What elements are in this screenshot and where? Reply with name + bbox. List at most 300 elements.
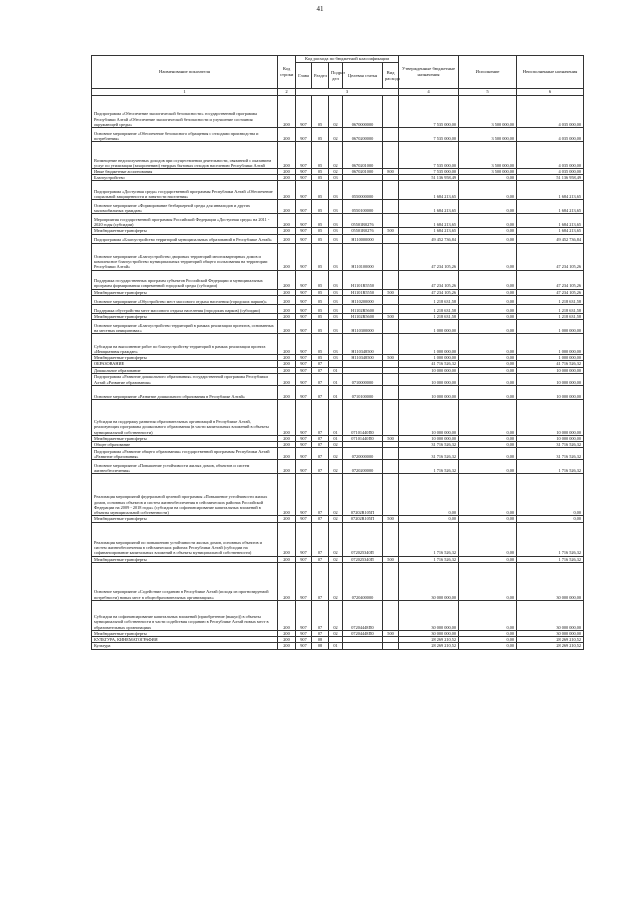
cell-executed: 0,00 <box>459 214 517 228</box>
cell-line-code: 200 <box>278 556 296 562</box>
header-executed: Исполнение <box>459 56 517 89</box>
cell-glava: 907 <box>296 385 312 399</box>
index-cell: 2 <box>278 89 296 96</box>
cell-target: H1101R5550 <box>343 289 383 295</box>
cell-name: Дошкольное образование <box>92 367 278 373</box>
cell-name: Основное мероприятие «Обеспечение безопасного обращения с отходами производства и потребления» <box>92 128 278 142</box>
cell-line-code: 200 <box>278 128 296 142</box>
cell-podrazdel: 03 <box>329 295 343 304</box>
cell-vid <box>383 334 399 355</box>
cell-vid <box>383 181 399 200</box>
cell-executed: 3 500 000,00 <box>459 128 517 142</box>
cell-executed: 0,00 <box>459 630 517 636</box>
cell-name: Межбюджетные трансферты <box>92 289 278 295</box>
cell-approved: 1 000 000,00 <box>399 320 459 334</box>
cell-name: Межбюджетные трансферты <box>92 435 278 441</box>
cell-target: H110000000 <box>343 234 383 243</box>
cell-target: 0720400000 <box>343 562 383 600</box>
cell-line-code: 200 <box>278 96 296 128</box>
cell-unexecuted: 4 035 000,00 <box>517 128 584 142</box>
table-row <box>92 295 584 304</box>
cell-unexecuted: 51 136 958,49 <box>517 175 584 181</box>
cell-target: 05501R0276 <box>343 228 383 234</box>
cell-executed: 0,00 <box>459 320 517 334</box>
cell-executed: 0,00 <box>459 234 517 243</box>
cell-vid <box>383 385 399 399</box>
cell-name: Основное мероприятие «Обустройство мест массового отдыха населения (городских парков)» <box>92 295 278 304</box>
cell-podrazdel: 03 <box>329 200 343 214</box>
cell-approved: 1 000 000,00 <box>399 334 459 355</box>
cell-unexecuted: 0,00 <box>517 474 584 516</box>
cell-unexecuted: 1 684 213,65 <box>517 181 584 200</box>
cell-executed: 3 500 000,00 <box>459 142 517 169</box>
header-approved: Утвержденные бюджетные назначения <box>399 56 459 89</box>
cell-executed: 0,00 <box>459 474 517 516</box>
cell-vid <box>383 320 399 334</box>
cell-executed: 0,00 <box>459 600 517 630</box>
cell-name: Подпрограмма «Развитие дошкольного образования» государственной программы Республики Алтай «Развитие образования» <box>92 373 278 385</box>
cell-line-code: 200 <box>278 175 296 181</box>
table-row <box>92 373 584 385</box>
cell-approved: 10 000 000,00 <box>399 373 459 385</box>
cell-executed: 0,00 <box>459 289 517 295</box>
cell-razdel: 05 <box>312 334 329 355</box>
cell-line-code: 200 <box>278 320 296 334</box>
cell-glava: 907 <box>296 96 312 128</box>
table-row <box>92 304 584 313</box>
cell-podrazdel: 02 <box>329 442 343 448</box>
header-podrazdel: Подраз дел <box>329 63 343 89</box>
cell-unexecuted: 30 000 000,00 <box>517 562 584 600</box>
cell-unexecuted: 0,00 <box>517 516 584 522</box>
cell-razdel: 07 <box>312 630 329 636</box>
cell-podrazdel: 03 <box>329 181 343 200</box>
cell-glava: 907 <box>296 169 312 175</box>
cell-podrazdel: 03 <box>329 289 343 295</box>
cell-razdel: 05 <box>312 355 329 361</box>
cell-razdel: 05 <box>312 289 329 295</box>
cell-name: Иные бюджетные ассигнования <box>92 169 278 175</box>
cell-vid: 500 <box>383 313 399 319</box>
cell-podrazdel: 03 <box>329 228 343 234</box>
cell-name: Реализация мероприятий федеральной целевой программы «Повышение устойчивости жилых домов, основных объектов и систем жизнеобеспечения в сейсмических районах Российской Федерации на 2009 - 2018 годы» (субсидии на софинансирование капитальных вложений в объекты муниципальной собственности) <box>92 474 278 516</box>
cell-unexecuted: 1 000 000,00 <box>517 334 584 355</box>
cell-unexecuted: 10 000 000,00 <box>517 385 584 399</box>
cell-unexecuted: 30 000 000,00 <box>517 600 584 630</box>
cell-line-code: 200 <box>278 295 296 304</box>
cell-glava: 907 <box>296 435 312 441</box>
cell-podrazdel: 02 <box>329 522 343 556</box>
cell-vid: 500 <box>383 630 399 636</box>
cell-unexecuted: 49 452 736,84 <box>517 234 584 243</box>
cell-unexecuted: 1 684 213,65 <box>517 214 584 228</box>
cell-glava: 907 <box>296 643 312 649</box>
cell-razdel: 07 <box>312 373 329 385</box>
cell-podrazdel: 03 <box>329 355 343 361</box>
cell-unexecuted: 4 035 000,00 <box>517 96 584 128</box>
cell-glava: 907 <box>296 355 312 361</box>
cell-approved: 0,00 <box>399 516 459 522</box>
cell-vid: 500 <box>383 516 399 522</box>
cell-executed: 3 500 000,00 <box>459 96 517 128</box>
cell-glava: 907 <box>296 600 312 630</box>
table-row <box>92 448 584 460</box>
cell-name: Межбюджетные трансферты <box>92 630 278 636</box>
cell-unexecuted: 4 035 000,00 <box>517 169 584 175</box>
cell-razdel: 07 <box>312 522 329 556</box>
cell-razdel: 05 <box>312 96 329 128</box>
cell-executed: 0,00 <box>459 637 517 643</box>
cell-unexecuted: 30 000 000,00 <box>517 630 584 636</box>
cell-target: H110348500 <box>343 334 383 355</box>
cell-target: 07202R105П <box>343 474 383 516</box>
cell-glava: 907 <box>296 289 312 295</box>
cell-unexecuted: 47 234 105,26 <box>517 243 584 270</box>
cell-approved: 28 269 210,52 <box>399 637 459 643</box>
cell-razdel: 05 <box>312 214 329 228</box>
cell-approved: 47 234 105,26 <box>399 270 459 289</box>
table-row <box>92 334 584 355</box>
cell-vid <box>383 295 399 304</box>
cell-approved: 1 716 526,32 <box>399 522 459 556</box>
cell-razdel: 05 <box>312 181 329 200</box>
cell-approved: 47 234 105,26 <box>399 243 459 270</box>
cell-razdel: 07 <box>312 442 329 448</box>
cell-vid <box>383 460 399 474</box>
cell-podrazdel: 02 <box>329 474 343 516</box>
cell-executed: 0,00 <box>459 460 517 474</box>
cell-glava: 907 <box>296 243 312 270</box>
cell-name: Подпрограмма «Доступная среда» государственной программы Республики Алтай «Обеспечение социальной защищенности и занятости населения» <box>92 181 278 200</box>
cell-line-code: 200 <box>278 200 296 214</box>
cell-target: 072025340П <box>343 556 383 562</box>
table-row <box>92 128 584 142</box>
cell-glava: 907 <box>296 474 312 516</box>
cell-podrazdel: 03 <box>329 320 343 334</box>
cell-target: H1101R5550 <box>343 270 383 289</box>
cell-approved: 1 716 526,32 <box>399 556 459 562</box>
cell-vid: 500 <box>383 289 399 295</box>
cell-glava: 907 <box>296 295 312 304</box>
table-row <box>92 142 584 169</box>
cell-line-code: 200 <box>278 361 296 367</box>
cell-razdel: 05 <box>312 270 329 289</box>
cell-line-code: 200 <box>278 448 296 460</box>
cell-unexecuted: 10 000 000,00 <box>517 399 584 435</box>
cell-approved: 7 535 000,00 <box>399 142 459 169</box>
index-cell: 6 <box>517 89 584 96</box>
cell-target: 0720000000 <box>343 448 383 460</box>
cell-podrazdel: 02 <box>329 516 343 522</box>
cell-line-code: 200 <box>278 637 296 643</box>
index-row <box>92 89 584 96</box>
cell-target: 072025340П <box>343 522 383 556</box>
cell-executed: 0,00 <box>459 304 517 313</box>
cell-line-code: 200 <box>278 228 296 234</box>
cell-unexecuted: 41 716 526,32 <box>517 361 584 367</box>
cell-name: Мероприятия государственной программы Российской Федерации «Доступная среда» на 2011 - 2020 годы (субсидии) <box>92 214 278 228</box>
cell-line-code: 200 <box>278 442 296 448</box>
cell-target: 0670201000 <box>343 169 383 175</box>
cell-glava: 907 <box>296 142 312 169</box>
cell-executed: 3 500 000,00 <box>459 169 517 175</box>
header-name: Наименование показателя <box>92 56 278 89</box>
cell-executed: 0,00 <box>459 334 517 355</box>
cell-glava: 907 <box>296 367 312 373</box>
index-cell: 4 <box>399 89 459 96</box>
table-row <box>92 600 584 630</box>
cell-podrazdel: 03 <box>329 304 343 313</box>
cell-line-code: 200 <box>278 367 296 373</box>
cell-vid <box>383 522 399 556</box>
cell-glava: 907 <box>296 361 312 367</box>
cell-target: 0670200000 <box>343 128 383 142</box>
cell-glava: 907 <box>296 516 312 522</box>
cell-name: ОБРАЗОВАНИЕ <box>92 361 278 367</box>
cell-line-code: 200 <box>278 355 296 361</box>
cell-line-code: 200 <box>278 334 296 355</box>
cell-approved: 49 452 736,84 <box>399 234 459 243</box>
cell-target: 07204448П0 <box>343 600 383 630</box>
cell-line-code: 200 <box>278 474 296 516</box>
index-cell: 3 <box>296 89 399 96</box>
table-row <box>92 562 584 600</box>
table-row <box>92 643 584 649</box>
cell-glava: 907 <box>296 334 312 355</box>
cell-podrazdel: 02 <box>329 562 343 600</box>
cell-vid <box>383 142 399 169</box>
cell-approved: 1 684 213,65 <box>399 181 459 200</box>
cell-podrazdel: 03 <box>329 334 343 355</box>
table-row <box>92 460 584 474</box>
cell-razdel: 07 <box>312 448 329 460</box>
cell-glava: 907 <box>296 522 312 556</box>
cell-executed: 0,00 <box>459 522 517 556</box>
cell-glava: 907 <box>296 234 312 243</box>
cell-target: H110348500 <box>343 355 383 361</box>
cell-target: 05501R0276 <box>343 214 383 228</box>
cell-target: 07101440П0 <box>343 399 383 435</box>
cell-line-code: 200 <box>278 270 296 289</box>
page-number: 41 <box>316 5 324 13</box>
cell-glava: 907 <box>296 128 312 142</box>
cell-glava: 907 <box>296 562 312 600</box>
cell-approved: 30 000 000,00 <box>399 600 459 630</box>
cell-podrazdel: 01 <box>329 435 343 441</box>
cell-unexecuted: 1 218 631,58 <box>517 304 584 313</box>
cell-name: Подпрограмма «Развитие общего образования» государственной программы Республики Алтай «Развитие образования» <box>92 448 278 460</box>
cell-podrazdel: 03 <box>329 175 343 181</box>
table-row <box>92 522 584 556</box>
cell-line-code: 200 <box>278 516 296 522</box>
cell-unexecuted: 1 684 213,65 <box>517 228 584 234</box>
cell-unexecuted: 31 716 526,32 <box>517 448 584 460</box>
cell-approved: 10 000 000,00 <box>399 399 459 435</box>
cell-name: Общее образование <box>92 442 278 448</box>
table-row <box>92 399 584 435</box>
cell-unexecuted: 47 234 105,26 <box>517 270 584 289</box>
cell-executed: 0,00 <box>459 562 517 600</box>
cell-executed: 0,00 <box>459 385 517 399</box>
cell-glava: 907 <box>296 181 312 200</box>
cell-target: 07204448П0 <box>343 630 383 636</box>
cell-name: Основное мероприятие «Формирование безбарьерной среды для инвалидов и других маломобильных граждан» <box>92 200 278 214</box>
cell-line-code: 200 <box>278 373 296 385</box>
cell-razdel: 05 <box>312 200 329 214</box>
cell-razdel: 08 <box>312 643 329 649</box>
cell-line-code: 200 <box>278 435 296 441</box>
cell-unexecuted: 4 035 000,00 <box>517 142 584 169</box>
cell-unexecuted: 1 716 526,32 <box>517 460 584 474</box>
cell-approved: 30 000 000,00 <box>399 630 459 636</box>
cell-razdel: 05 <box>312 320 329 334</box>
cell-podrazdel: 02 <box>329 142 343 169</box>
cell-podrazdel: 01 <box>329 399 343 435</box>
table-row <box>92 474 584 516</box>
cell-approved: 51 136 958,49 <box>399 175 459 181</box>
cell-unexecuted: 28 269 210,52 <box>517 637 584 643</box>
cell-glava: 907 <box>296 228 312 234</box>
header-unexecuted: Неисполненные назначения <box>517 56 584 89</box>
cell-unexecuted: 47 234 105,26 <box>517 289 584 295</box>
cell-unexecuted: 10 000 000,00 <box>517 373 584 385</box>
cell-glava: 907 <box>296 214 312 228</box>
cell-razdel: 07 <box>312 460 329 474</box>
cell-approved: 10 000 000,00 <box>399 385 459 399</box>
cell-vid <box>383 270 399 289</box>
cell-razdel: 07 <box>312 516 329 522</box>
header-razdel: Раздел <box>312 63 329 89</box>
cell-line-code: 200 <box>278 643 296 649</box>
index-cell: 5 <box>459 89 517 96</box>
cell-glava: 907 <box>296 630 312 636</box>
cell-target: 0720200000 <box>343 460 383 474</box>
cell-razdel: 05 <box>312 295 329 304</box>
header-vid: Вид расхода <box>383 63 399 89</box>
table-row <box>92 214 584 228</box>
cell-glava: 907 <box>296 399 312 435</box>
cell-vid <box>383 399 399 435</box>
cell-vid <box>383 96 399 128</box>
cell-target: 0710000000 <box>343 373 383 385</box>
cell-name: Основное мероприятие «Благоустройство территорий в рамках реализации проектов, основанных на местных инициативах» <box>92 320 278 334</box>
cell-name: Основное мероприятие «Развитие дошкольного образования в Республике Алтай» <box>92 385 278 399</box>
cell-executed: 0,00 <box>459 181 517 200</box>
cell-target: 0550000000 <box>343 181 383 200</box>
cell-approved: 7 535 000,00 <box>399 169 459 175</box>
cell-executed: 0,00 <box>459 243 517 270</box>
cell-approved: 0,00 <box>399 474 459 516</box>
cell-razdel: 07 <box>312 556 329 562</box>
cell-approved: 7 535 000,00 <box>399 96 459 128</box>
cell-razdel: 05 <box>312 243 329 270</box>
cell-razdel: 05 <box>312 175 329 181</box>
cell-glava: 907 <box>296 637 312 643</box>
cell-name: Реализация мероприятий по повышению устойчивости жилых домов, основных объектов и систем жизнеобеспечения в сейсмических районах Республики Алтай (субсидии на софинансирование капитальных вложений в объекты муниципальной собственности) <box>92 522 278 556</box>
cell-approved: 10 000 000,00 <box>399 435 459 441</box>
cell-line-code: 200 <box>278 214 296 228</box>
cell-executed: 0,00 <box>459 373 517 385</box>
cell-target: 0670000000 <box>343 96 383 128</box>
cell-line-code: 200 <box>278 289 296 295</box>
cell-target: 07101440П0 <box>343 435 383 441</box>
cell-vid: 500 <box>383 228 399 234</box>
cell-name: Межбюджетные трансферты <box>92 355 278 361</box>
cell-razdel: 07 <box>312 474 329 516</box>
cell-target: H110200000 <box>343 295 383 304</box>
header-glava: Глава <box>296 63 312 89</box>
cell-name: Межбюджетные трансферты <box>92 556 278 562</box>
cell-vid: 500 <box>383 435 399 441</box>
cell-podrazdel: 03 <box>329 313 343 319</box>
cell-razdel: 05 <box>312 169 329 175</box>
cell-executed: 0,00 <box>459 442 517 448</box>
cell-line-code: 200 <box>278 313 296 319</box>
cell-vid <box>383 373 399 385</box>
cell-approved: 1 218 631,58 <box>399 313 459 319</box>
cell-name: Межбюджетные трансферты <box>92 228 278 234</box>
cell-glava: 907 <box>296 373 312 385</box>
cell-podrazdel: 02 <box>329 96 343 128</box>
cell-razdel: 05 <box>312 313 329 319</box>
cell-line-code: 200 <box>278 181 296 200</box>
cell-line-code: 200 <box>278 600 296 630</box>
cell-executed: 0,00 <box>459 516 517 522</box>
cell-unexecuted: 31 716 526,32 <box>517 442 584 448</box>
cell-executed: 0,00 <box>459 295 517 304</box>
cell-name: Культура <box>92 643 278 649</box>
cell-name: Субсидии на поддержку развития образовательных организаций в Республике Алтай, реализующих программы дошкольного образования (в части капитальных вложений в объекты муниципальной собственности) <box>92 399 278 435</box>
table-row <box>92 234 584 243</box>
cell-executed: 0,00 <box>459 313 517 319</box>
cell-razdel: 07 <box>312 399 329 435</box>
cell-line-code: 200 <box>278 142 296 169</box>
cell-approved: 1 684 213,65 <box>399 214 459 228</box>
table-row <box>92 200 584 214</box>
cell-approved: 47 234 105,26 <box>399 289 459 295</box>
cell-target: H1102R5600 <box>343 304 383 313</box>
cell-razdel: 08 <box>312 637 329 643</box>
cell-podrazdel: 01 <box>329 643 343 649</box>
cell-glava: 907 <box>296 320 312 334</box>
cell-name: Поддержка государственных программ субъектов Российской Федерации и муниципальных программ формирования современной городской среды (субсидии) <box>92 270 278 289</box>
cell-executed: 0,00 <box>459 270 517 289</box>
cell-approved: 41 716 526,32 <box>399 361 459 367</box>
cell-glava: 907 <box>296 175 312 181</box>
index-cell: 1 <box>92 89 278 96</box>
cell-approved: 7 535 000,00 <box>399 128 459 142</box>
cell-unexecuted: 1 218 631,58 <box>517 313 584 319</box>
cell-executed: 0,00 <box>459 399 517 435</box>
cell-vid <box>383 200 399 214</box>
cell-name: Основное мероприятие «Повышение устойчивости жилых домов, объектов и систем жизнеобеспечения» <box>92 460 278 474</box>
cell-podrazdel: 03 <box>329 214 343 228</box>
cell-line-code: 200 <box>278 243 296 270</box>
table-row <box>92 181 584 200</box>
cell-executed: 0,00 <box>459 556 517 562</box>
cell-podrazdel: 03 <box>329 270 343 289</box>
cell-razdel: 07 <box>312 562 329 600</box>
cell-line-code: 200 <box>278 234 296 243</box>
cell-name: Субсидии на выполнение работ по благоустройству территорий в рамках реализации проекта «Инициативы граждан» <box>92 334 278 355</box>
cell-razdel: 05 <box>312 228 329 234</box>
cell-name: КУЛЬТУРА, КИНЕМАТОГРАФИЯ <box>92 637 278 643</box>
cell-target: H110300000 <box>343 320 383 334</box>
cell-line-code: 200 <box>278 399 296 435</box>
cell-razdel: 07 <box>312 367 329 373</box>
cell-podrazdel: 01 <box>329 367 343 373</box>
cell-approved: 1 218 631,58 <box>399 295 459 304</box>
